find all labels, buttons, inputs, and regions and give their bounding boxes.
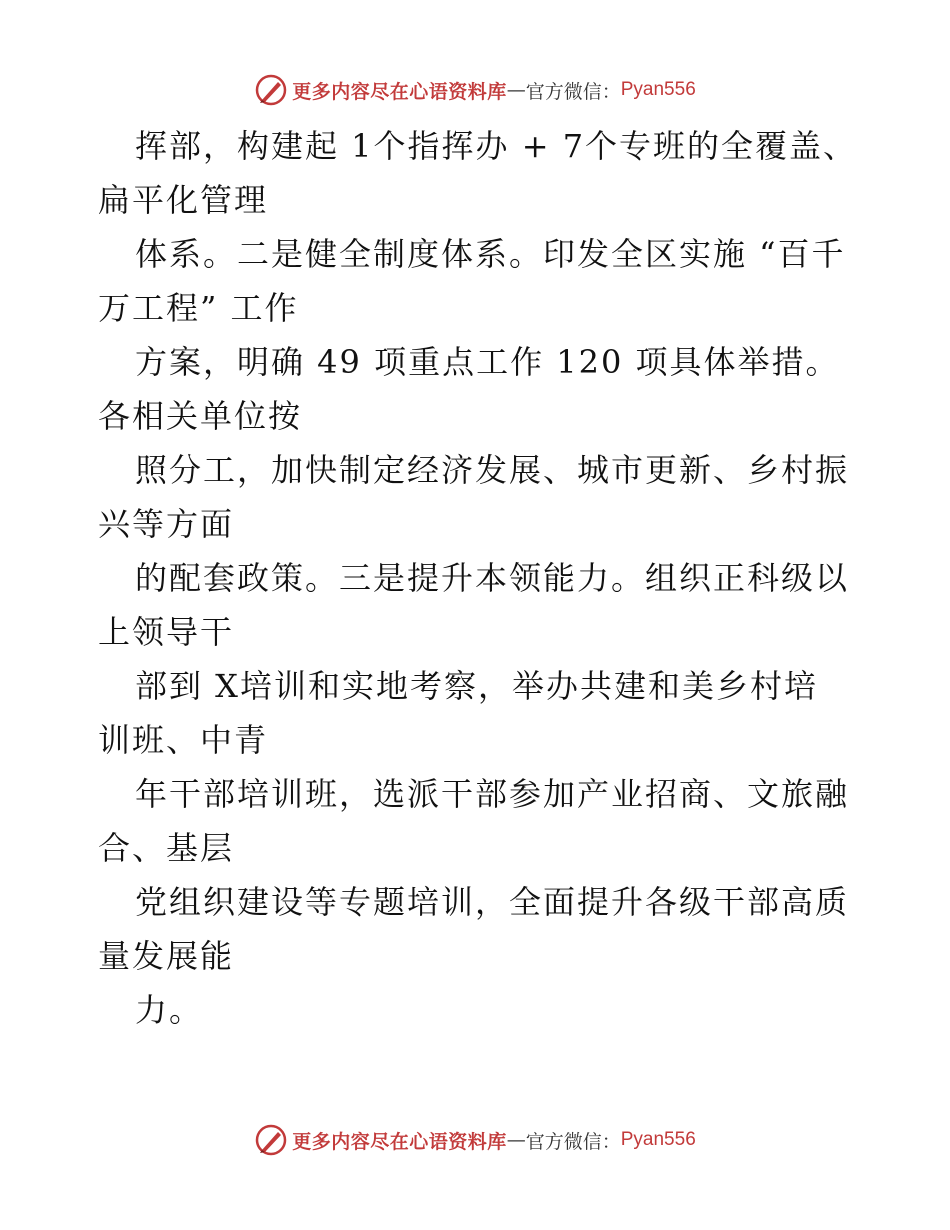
banner-wechat-id: Pyan556 bbox=[620, 1129, 696, 1150]
text-line: 部到 X培训和实地考察，举办共建和美乡村培 bbox=[135, 667, 818, 705]
text-line: 方案，明确 49 项重点工作 120 项具体举措。 bbox=[135, 343, 840, 381]
banner-label: 官方微信： bbox=[525, 80, 621, 103]
text-line: 训班、中青 bbox=[98, 721, 269, 759]
text-line: 挥部，构建起 1个指挥办 + 7个专班的全覆盖、 bbox=[135, 127, 858, 165]
text-line: 万工程” 工作 bbox=[98, 289, 299, 327]
text-line: 各相关单位按 bbox=[98, 397, 303, 435]
banner-label: 官方微信： bbox=[525, 1130, 621, 1153]
text-line: 扁平化管理 bbox=[98, 181, 269, 219]
text-line: 兴等方面 bbox=[98, 505, 235, 543]
text-line: 年干部培训班，选派干部参加产业招商、文旅融 bbox=[135, 775, 850, 813]
banner-red-text: 更多内容尽在心语资料库 bbox=[292, 1130, 507, 1153]
text-line: 照分工，加快制定经济发展、城市更新、乡村振 bbox=[135, 451, 850, 489]
text-line: 量发展能 bbox=[98, 937, 235, 975]
banner-dash: — bbox=[506, 1129, 526, 1151]
pen-circle-logo-icon bbox=[254, 73, 288, 107]
banner-wechat-id: Pyan556 bbox=[620, 79, 696, 100]
text-line: 的配套政策。三是提升本领能力。组织正科级以 bbox=[135, 559, 850, 597]
banner-dash: — bbox=[506, 79, 526, 101]
text-line: 党组织建设等专题培训，全面提升各级干部高质 bbox=[135, 883, 850, 921]
text-line: 上领导干 bbox=[98, 613, 235, 651]
pen-circle-logo-icon bbox=[254, 1123, 288, 1157]
document-body bbox=[98, 122, 858, 1029]
text-line: 力。 bbox=[135, 991, 204, 1029]
header-watermark-banner bbox=[0, 70, 950, 110]
text-line: 合、基层 bbox=[98, 829, 235, 867]
footer-watermark-banner bbox=[0, 1120, 950, 1160]
text-line: 体系。二是健全制度体系。印发全区实施 “百千 bbox=[135, 235, 846, 273]
banner-red-text: 更多内容尽在心语资料库 bbox=[292, 80, 507, 103]
